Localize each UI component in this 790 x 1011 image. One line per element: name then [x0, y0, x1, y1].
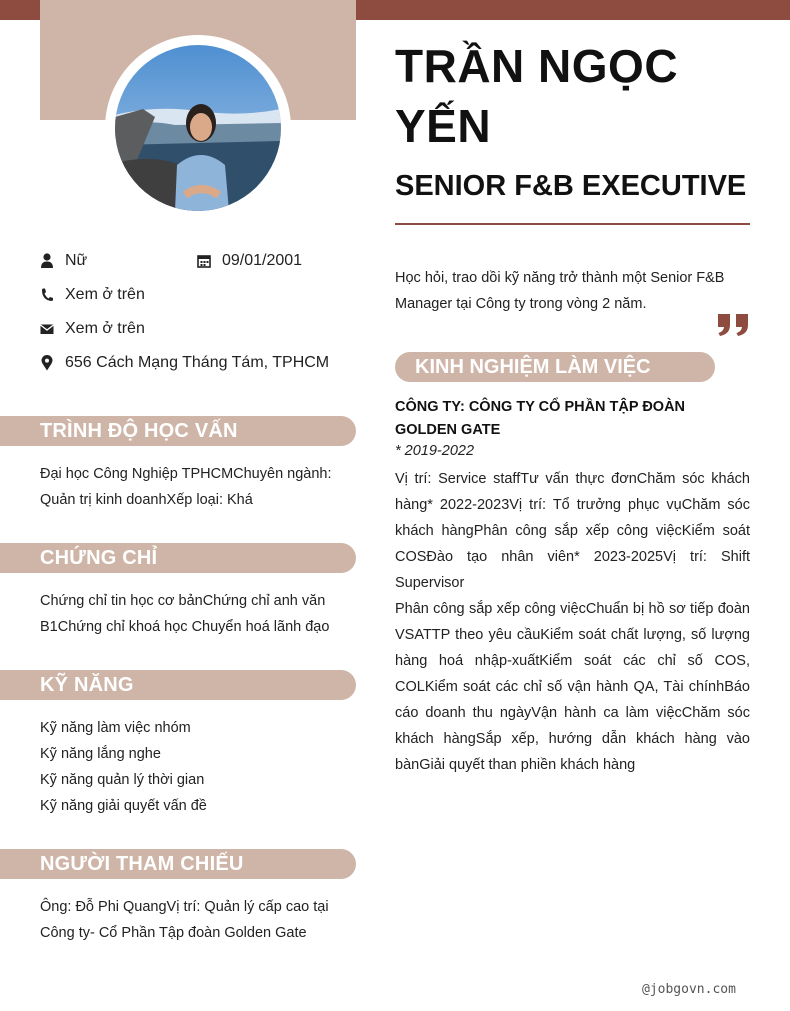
gender-row	[40, 252, 87, 270]
email-icon	[40, 321, 54, 337]
user-icon	[40, 253, 54, 269]
list-item: Kỹ năng lắng nghe	[40, 746, 161, 762]
certificates-header: CHỨNG CHỈ	[0, 543, 356, 573]
experience-description	[395, 466, 750, 778]
skills-header: KỸ NĂNG	[0, 670, 356, 700]
skills-list	[40, 715, 350, 819]
list-item: Kỹ năng làm việc nhóm	[40, 720, 191, 736]
certificates-text: Chứng chỉ tin học cơ bảnChứng chỉ anh văn B1Chứng chỉ khoá học Chuyển hoá lãnh đạo	[40, 593, 330, 635]
gender-text: Nữ	[65, 252, 88, 269]
experience-header: KINH NGHIỆM LÀM VIỆC	[395, 352, 715, 382]
list-item: Kỹ năng quản lý thời gian	[40, 772, 205, 788]
address-text: 656 Cách Mạng Tháng Tám, TPHCM	[65, 354, 330, 371]
list-item: Kỹ năng giải quyết vấn đề	[40, 798, 207, 814]
calendar-icon	[197, 253, 211, 269]
education-header: TRÌNH ĐỘ HỌC VẤN	[0, 416, 356, 446]
title-divider	[395, 223, 750, 225]
work-period: * 2019-2022	[395, 443, 475, 459]
career-objective: Học hỏi, trao dồi kỹ năng trở thành một Senior F&B Manager tại Công ty trong vòng 2 năm.	[395, 270, 725, 312]
references-header: NGƯỜI THAM CHIẾU	[0, 849, 356, 879]
experience-paragraph: Vị trí: Service staffTư vấn thực đơnChăm sóc khách hàng* 2022-2023Vị trí: Tổ trưởng phục vụChăm sóc khách hàngPhân công sắp xếp công việcKiểm soát COSĐào tạo nhân viên* 2023-2025Vị trí: Shift Supervisor	[395, 471, 750, 591]
birthday-text: 09/01/2001	[222, 252, 303, 269]
watermark: @jobgovn.com	[642, 982, 736, 997]
quote-icon	[716, 312, 752, 338]
avatar	[105, 35, 291, 221]
profile-photo	[115, 45, 281, 211]
location-icon	[40, 355, 54, 371]
phone-text: Xem ở trên	[65, 286, 145, 303]
job-title: SENIOR F&B EXECUTIVE	[395, 170, 747, 202]
birthday-row	[197, 252, 302, 270]
company-name: CÔNG TY: CÔNG TY CỔ PHẦN TẬP ĐOÀN GOLDEN GATE	[395, 399, 686, 438]
address-row	[40, 354, 329, 372]
email-text: Xem ở trên	[65, 320, 145, 337]
candidate-name: TRẦN NGỌC YẾN	[395, 40, 679, 152]
education-text: Đại học Công Nghiệp TPHCMChuyên ngành: Quản trị kinh doanhXếp loại: Khá	[40, 466, 332, 508]
phone-icon	[40, 287, 54, 303]
email-row	[40, 320, 145, 338]
phone-row	[40, 286, 145, 304]
references-text: Ông: Đỗ Phi QuangVị trí: Quản lý cấp cao tại Công ty- Cổ Phần Tập đoàn Golden Gate	[40, 899, 329, 941]
experience-paragraph: Phân công sắp xếp công việcChuẩn bị hồ sơ tiếp đoàn VSATTP theo yêu cầuKiểm soát chất lượng, số lượng hàng hoá nhập-xuấtKiểm soát các chỉ số COS, COLKiểm soát các chỉ số vận hành QA, Tài chínhBáo cáo doanh thu ngàyVận hành ca làm việcChăm sóc khách hàngSắp xếp, hướng dẫn khách hàng vào bànGiải quyết than phiền khách hàng	[395, 601, 750, 773]
